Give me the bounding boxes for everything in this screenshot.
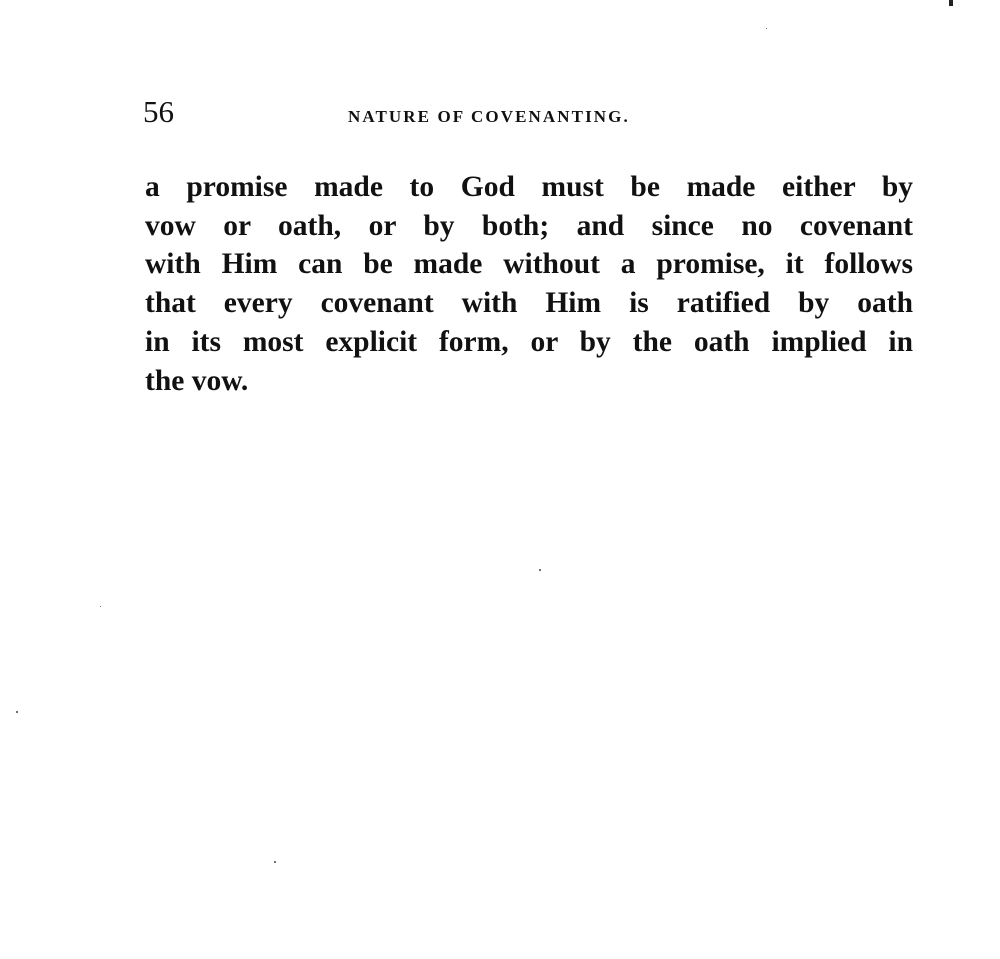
paragraph-line: a promise made to God must be made either by (145, 171, 913, 203)
paragraph-line: vow or oath, or by both; and since no covenant (145, 209, 913, 242)
page-number: 56 (143, 94, 174, 129)
paragraph-line: in its most explicit form, or by the oath implied in (145, 325, 913, 358)
scan-speck (274, 861, 276, 863)
body-paragraph (145, 168, 913, 400)
scan-speck (16, 711, 18, 713)
scan-speck (766, 28, 767, 29)
paragraph-line: that every covenant with Him is ratified by oath (145, 287, 913, 320)
running-head: NATURE OF COVENANTING. (348, 107, 630, 126)
paragraph-line: the vow. (145, 364, 249, 397)
paragraph-line: with Him can be made without a promise, it follows (145, 248, 913, 281)
scan-speck (100, 606, 101, 607)
scan-speck (539, 569, 541, 571)
scan-edge-mark (949, 0, 953, 6)
